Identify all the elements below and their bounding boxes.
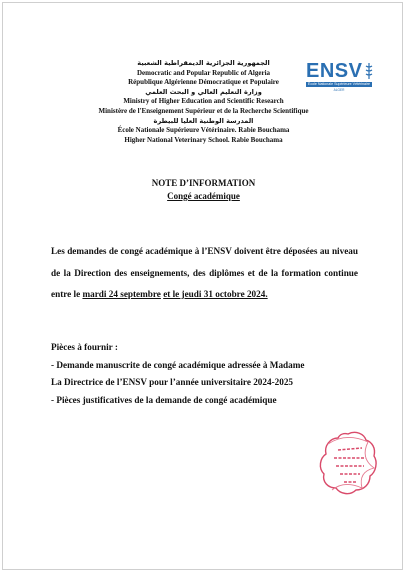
date-end: et le jeudi 31 octobre 2024. (163, 289, 268, 299)
note-title: NOTE D’INFORMATION (151, 178, 256, 188)
pieces-line-2: La Directrice de l’ENSV pour l’année universitaire 2024-2025 (51, 377, 294, 387)
required-documents (51, 339, 371, 409)
body-part1: Les demandes de congé académique à l’ENSV doivent être déposées au niveau de la Direction des enseignements, des diplômes et de la formation continue entre le (51, 246, 358, 299)
pieces-line-3: - Pièces justificatives de la demande de congé académique (51, 394, 277, 405)
header-english-school: Higher National Veterinary School. Rabie Bouchama (124, 135, 283, 144)
header-english-republic: Democratic and Popular Republic of Algeria (136, 68, 271, 77)
header-arabic-republic: الجمهورية الجزائرية الديمقراطية الشعبية (137, 59, 270, 67)
header-french-republic: République Algérienne Démocratique et Populaire (128, 78, 279, 87)
header-arabic-school: المدرسة الوطنية العليا للبيطرة (153, 116, 254, 125)
logo-city: ALGER (333, 88, 345, 92)
header-english-ministry: Ministry of Higher Education and Scientific Research (123, 97, 284, 106)
date-start: mardi 24 septembre (82, 289, 161, 299)
note-body (51, 241, 358, 306)
institution-header (3, 59, 404, 145)
pieces-line-1: - Demande manuscrite de congé académique adressée à Madame (51, 359, 305, 370)
official-stamp (318, 428, 380, 498)
note-title-block (3, 177, 404, 203)
document-page (2, 2, 403, 570)
pieces-heading: Pièces à fournir : (51, 342, 118, 352)
header-french-ministry: Ministère de l'Enseignement Supérieur et de la Recherche Scientifique (98, 106, 309, 115)
header-french-school: École Nationale Supérieure Vétérinaire. Rabie Bouchama (117, 126, 290, 135)
logo-text: ENSV (306, 60, 363, 82)
header-arabic-ministry: وزارة التعليم العالي و البحث العلمي (145, 87, 262, 96)
logo-subtitle: École Nationale Supérieure Vétérinaire (307, 82, 371, 86)
note-subtitle: Congé académique (167, 191, 240, 201)
